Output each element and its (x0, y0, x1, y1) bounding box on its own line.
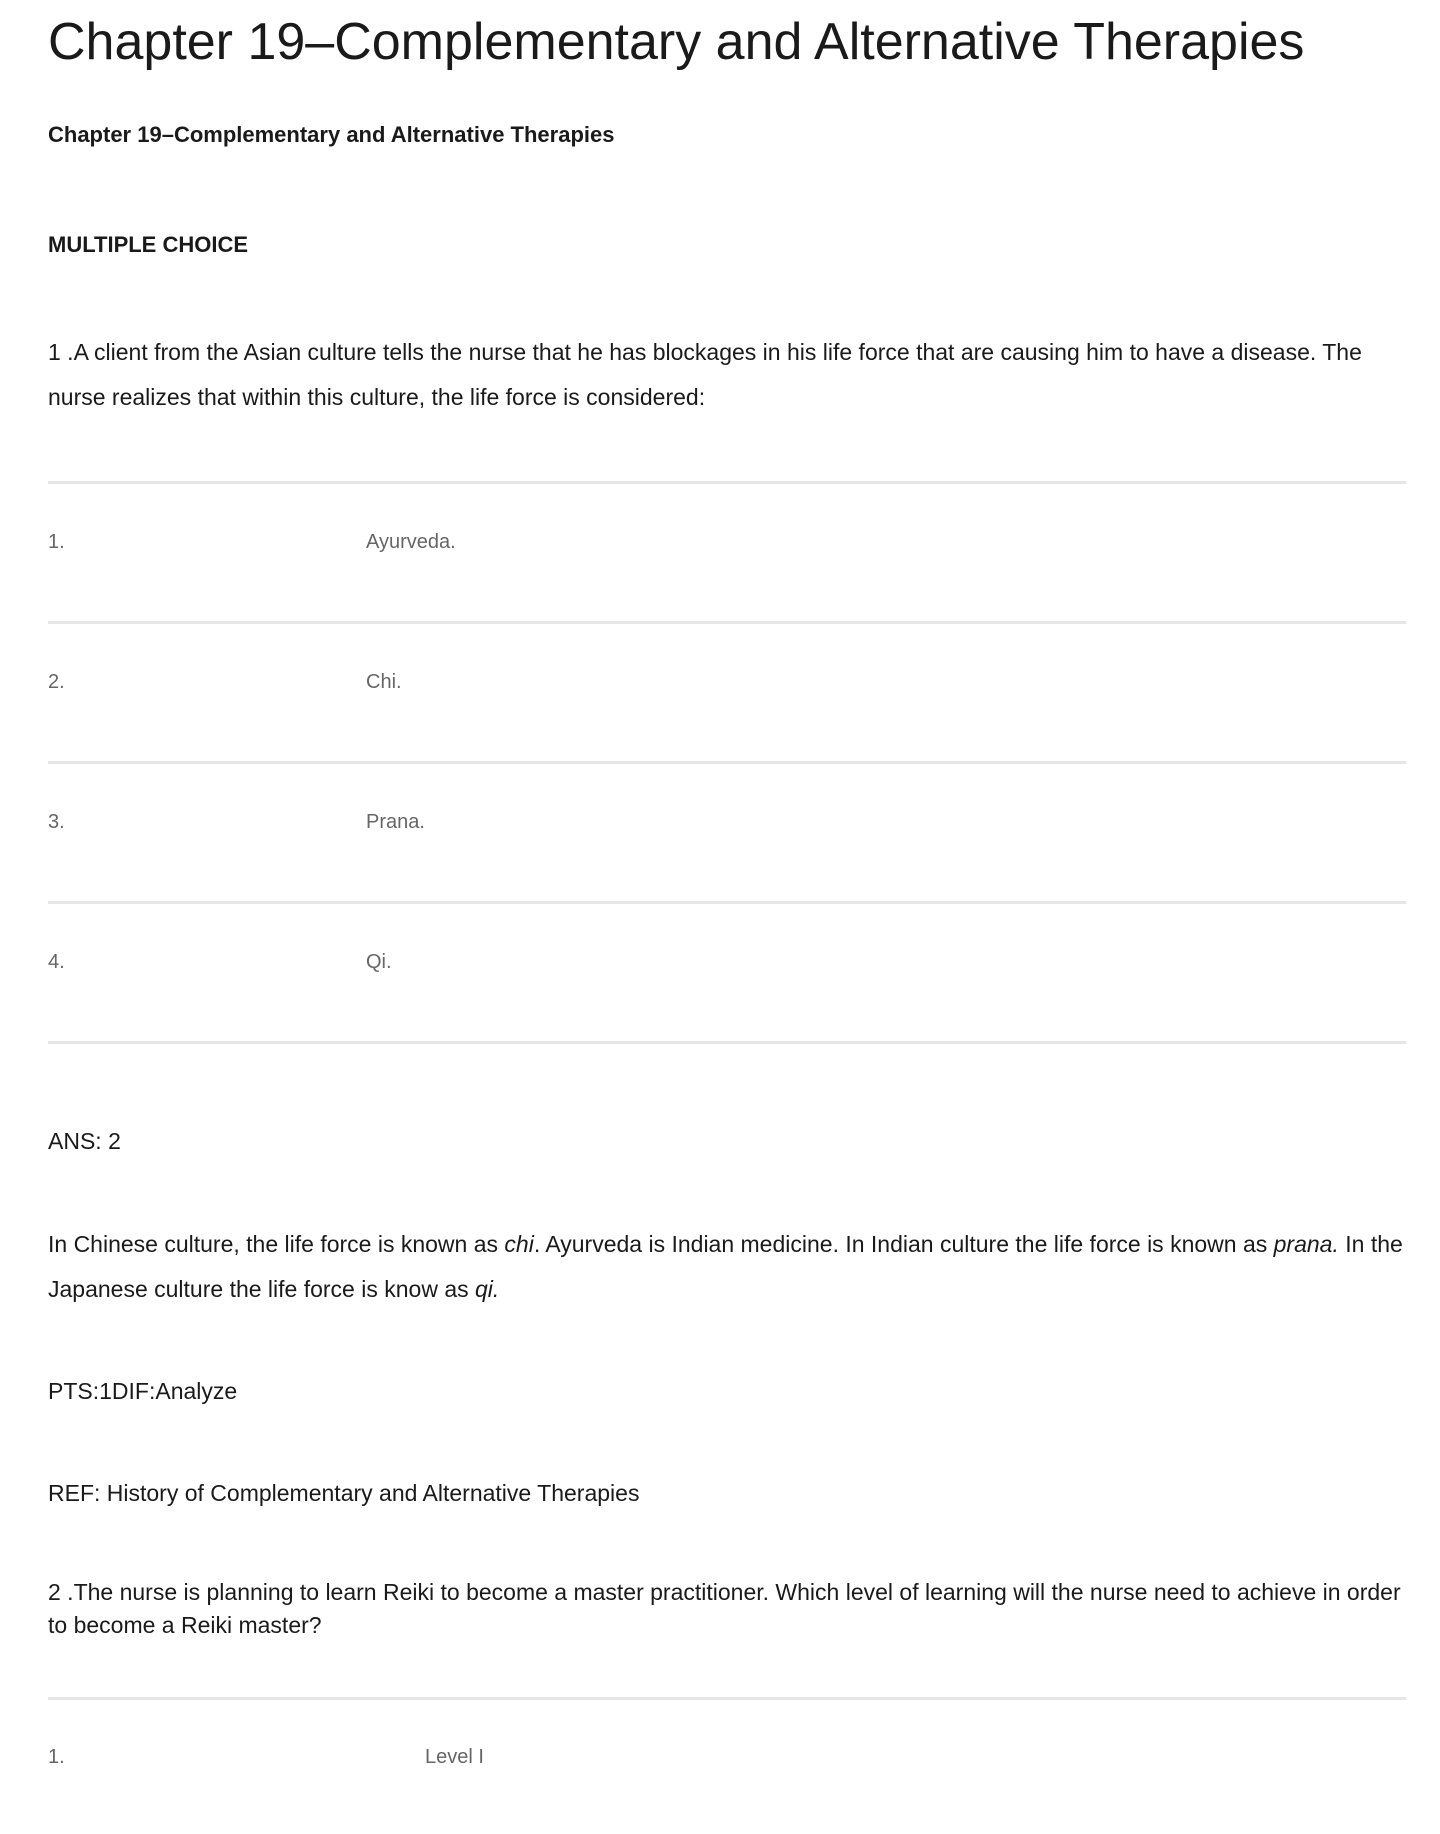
chapter-subtitle: Chapter 19–Complementary and Alternative Therapies (48, 122, 615, 147)
option-divider (48, 1041, 1406, 1044)
question-1-option-4-number: 4. (48, 951, 65, 973)
question-1-answer: ANS: 2 (48, 1128, 121, 1154)
option-divider (48, 901, 1406, 904)
question-1-option-3-number: 3. (48, 811, 65, 833)
question-2-option-1-number: 1. (48, 1746, 65, 1768)
question-1-option-1-text: Ayurveda. (366, 531, 456, 553)
option-divider (48, 1697, 1406, 1700)
question-1-stem: 1 .A client from the Asian culture tells the nurse that he has blockages in his life force that are causing him to have a disease. The nurse realizes that within this culture, the life force is considered: (48, 339, 1362, 410)
document-title: Chapter 19–Complementary and Alternative Therapies (48, 13, 1305, 71)
question-1-option-2-text: Chi. (366, 671, 402, 693)
question-1-rationale: In Chinese culture, the life force is known as chi. Ayurveda is Indian medicine. In Indian culture the life force is known as prana. In the Japanese culture the life force is know as qi. (48, 1231, 1403, 1302)
question-2-stem: 2 .The nurse is planning to learn Reiki to become a master practitioner. Which level of learning will the nurse need to achieve in order to become a Reiki master? (48, 1579, 1401, 1638)
option-divider (48, 761, 1406, 764)
question-1-option-3-text: Prana. (366, 811, 425, 833)
question-1-option-2-number: 2. (48, 671, 65, 693)
question-1-option-4-text: Qi. (366, 951, 392, 973)
question-1-reference: REF: History of Complementary and Alternative Therapies (48, 1480, 640, 1506)
question-2-option-1-text: Level I (425, 1746, 484, 1768)
section-heading: MULTIPLE CHOICE (48, 232, 249, 257)
option-divider (48, 621, 1406, 624)
question-1-option-1-number: 1. (48, 531, 65, 553)
question-1-points-difficulty: PTS:1DIF:Analyze (48, 1378, 238, 1404)
option-divider (48, 481, 1406, 484)
